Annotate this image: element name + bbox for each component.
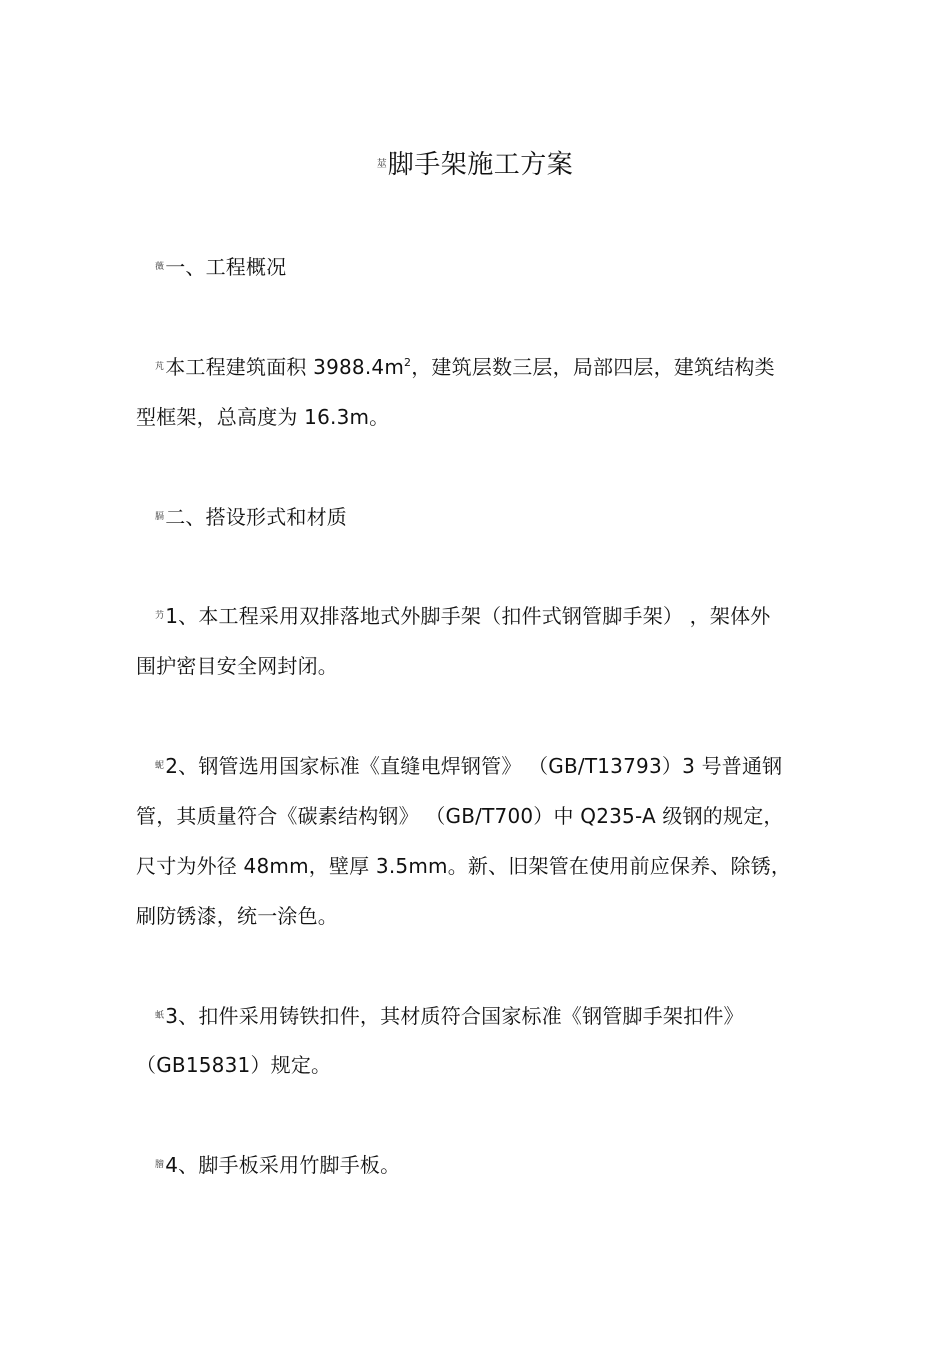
heading-text: 一、工程概况	[165, 255, 287, 279]
paragraph-marker: 芀	[155, 611, 165, 621]
paragraph-text: 刷防锈漆，统一涂色。	[136, 904, 338, 928]
title-marker: 莁	[376, 159, 387, 170]
section-heading-2	[155, 505, 347, 529]
document-title	[0, 148, 950, 182]
paragraph-line	[155, 604, 771, 628]
paragraph-line	[136, 854, 791, 878]
superscript: 2	[404, 356, 412, 369]
paragraph-marker: 膪	[155, 1160, 165, 1170]
title-text: 脚手架施工方案	[387, 150, 574, 180]
paragraph-text: 本工程建筑面积 3988.4m	[165, 355, 405, 379]
paragraph-marker: 蚭	[155, 761, 165, 771]
paragraph-text: 1、本工程采用双排落地式外脚手架（扣件式钢管脚手架） ，架体外	[165, 604, 771, 628]
paragraph-marker: 芃	[155, 362, 165, 372]
section-heading-1	[155, 255, 286, 279]
paragraph-text: ，建筑层数三层，局部四层，建筑结构类	[411, 355, 775, 379]
paragraph-line	[136, 405, 389, 429]
paragraph-line	[136, 654, 338, 678]
heading-text: 二、搭设形式和材质	[165, 505, 348, 529]
paragraph-text: 型框架，总高度为 16.3m。	[136, 405, 390, 429]
heading-marker: 薇	[155, 262, 165, 272]
paragraph-text: 管，其质量符合《碳素结构钢》 （GB/T700）中 Q235-A 级钢的规定，	[136, 804, 784, 828]
paragraph-text: 尺寸为外径 48mm，壁厚 3.5mm。新、旧架管在使用前应保养、除锈，	[136, 854, 792, 878]
paragraph-marker: 蚔	[155, 1011, 165, 1021]
paragraph-line	[155, 355, 775, 379]
paragraph-line	[136, 904, 338, 928]
paragraph-text: 2、钢管选用国家标准《直缝电焊钢管》 （GB/T13793）3 号普通钢	[165, 754, 783, 778]
paragraph-line	[136, 804, 784, 828]
paragraph-line	[155, 1153, 400, 1177]
paragraph-line	[155, 1004, 744, 1028]
heading-marker: 膈	[155, 512, 165, 522]
paragraph-text: （GB15831）规定。	[136, 1053, 332, 1077]
paragraph-line	[155, 754, 782, 778]
paragraph-text: 4、脚手板采用竹脚手板。	[165, 1153, 401, 1177]
paragraph-text: 围护密目安全网封闭。	[136, 654, 338, 678]
paragraph-text: 3、扣件采用铸铁扣件，其材质符合国家标准《钢管脚手架扣件》	[165, 1004, 744, 1028]
paragraph-line	[136, 1053, 331, 1077]
